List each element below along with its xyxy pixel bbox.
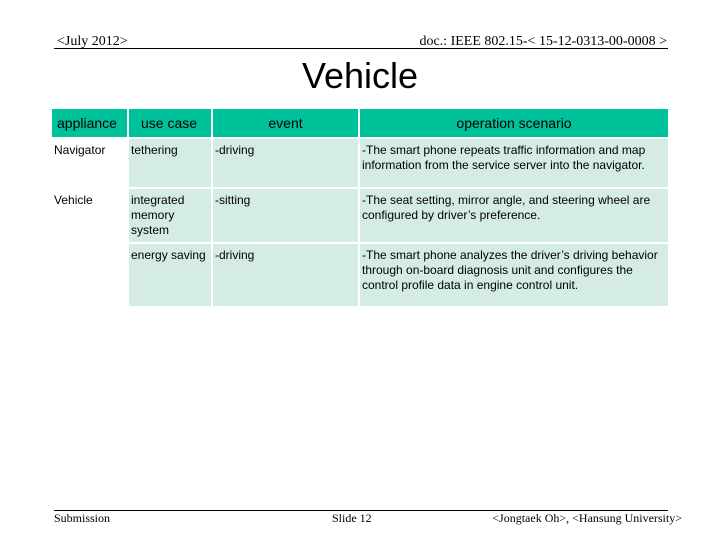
cell-event: -driving	[213, 242, 360, 306]
footer-submission: Submission	[54, 511, 111, 525]
header-date: <July 2012>	[57, 34, 128, 49]
header-doc-id: doc.: IEEE 802.15-< 15-12-0313-00-0008 >	[419, 34, 667, 49]
col-header-appliance: appliance	[52, 109, 129, 137]
table-header-row	[52, 109, 668, 137]
cell-use-case: tethering	[129, 137, 213, 187]
footer-author: <Jongtaek Oh>, <Hansung University>	[492, 511, 682, 525]
cell-scenario: -The seat setting, mirror angle, and steering wheel are configured by driver’s preference.	[360, 187, 668, 242]
cell-event: -driving	[213, 137, 360, 187]
use-case-table	[52, 109, 668, 306]
cell-event: -sitting	[213, 187, 360, 242]
slide-title: Vehicle	[301, 55, 419, 96]
cell-scenario: -The smart phone repeats traffic information and map information from the service server into the navigator.	[360, 137, 668, 187]
cell-appliance: Vehicle	[52, 187, 129, 242]
cell-use-case: energy saving	[129, 242, 213, 306]
cell-scenario: -The smart phone analyzes the driver’s driving behavior through on-board diagnosis unit and configures the control profile data in engine control unit.	[360, 242, 668, 306]
table-row	[52, 242, 668, 306]
table-row	[52, 137, 668, 187]
col-header-operation-scenario: operation scenario	[360, 109, 668, 137]
cell-appliance: Navigator	[52, 137, 129, 187]
cell-appliance	[52, 242, 129, 306]
header-divider	[54, 48, 668, 49]
cell-use-case: integrated memory system	[129, 187, 213, 242]
table-row	[52, 187, 668, 242]
col-header-event: event	[213, 109, 360, 137]
col-header-use-case: use case	[129, 109, 213, 137]
footer-slide-number: Slide 12	[332, 511, 372, 525]
